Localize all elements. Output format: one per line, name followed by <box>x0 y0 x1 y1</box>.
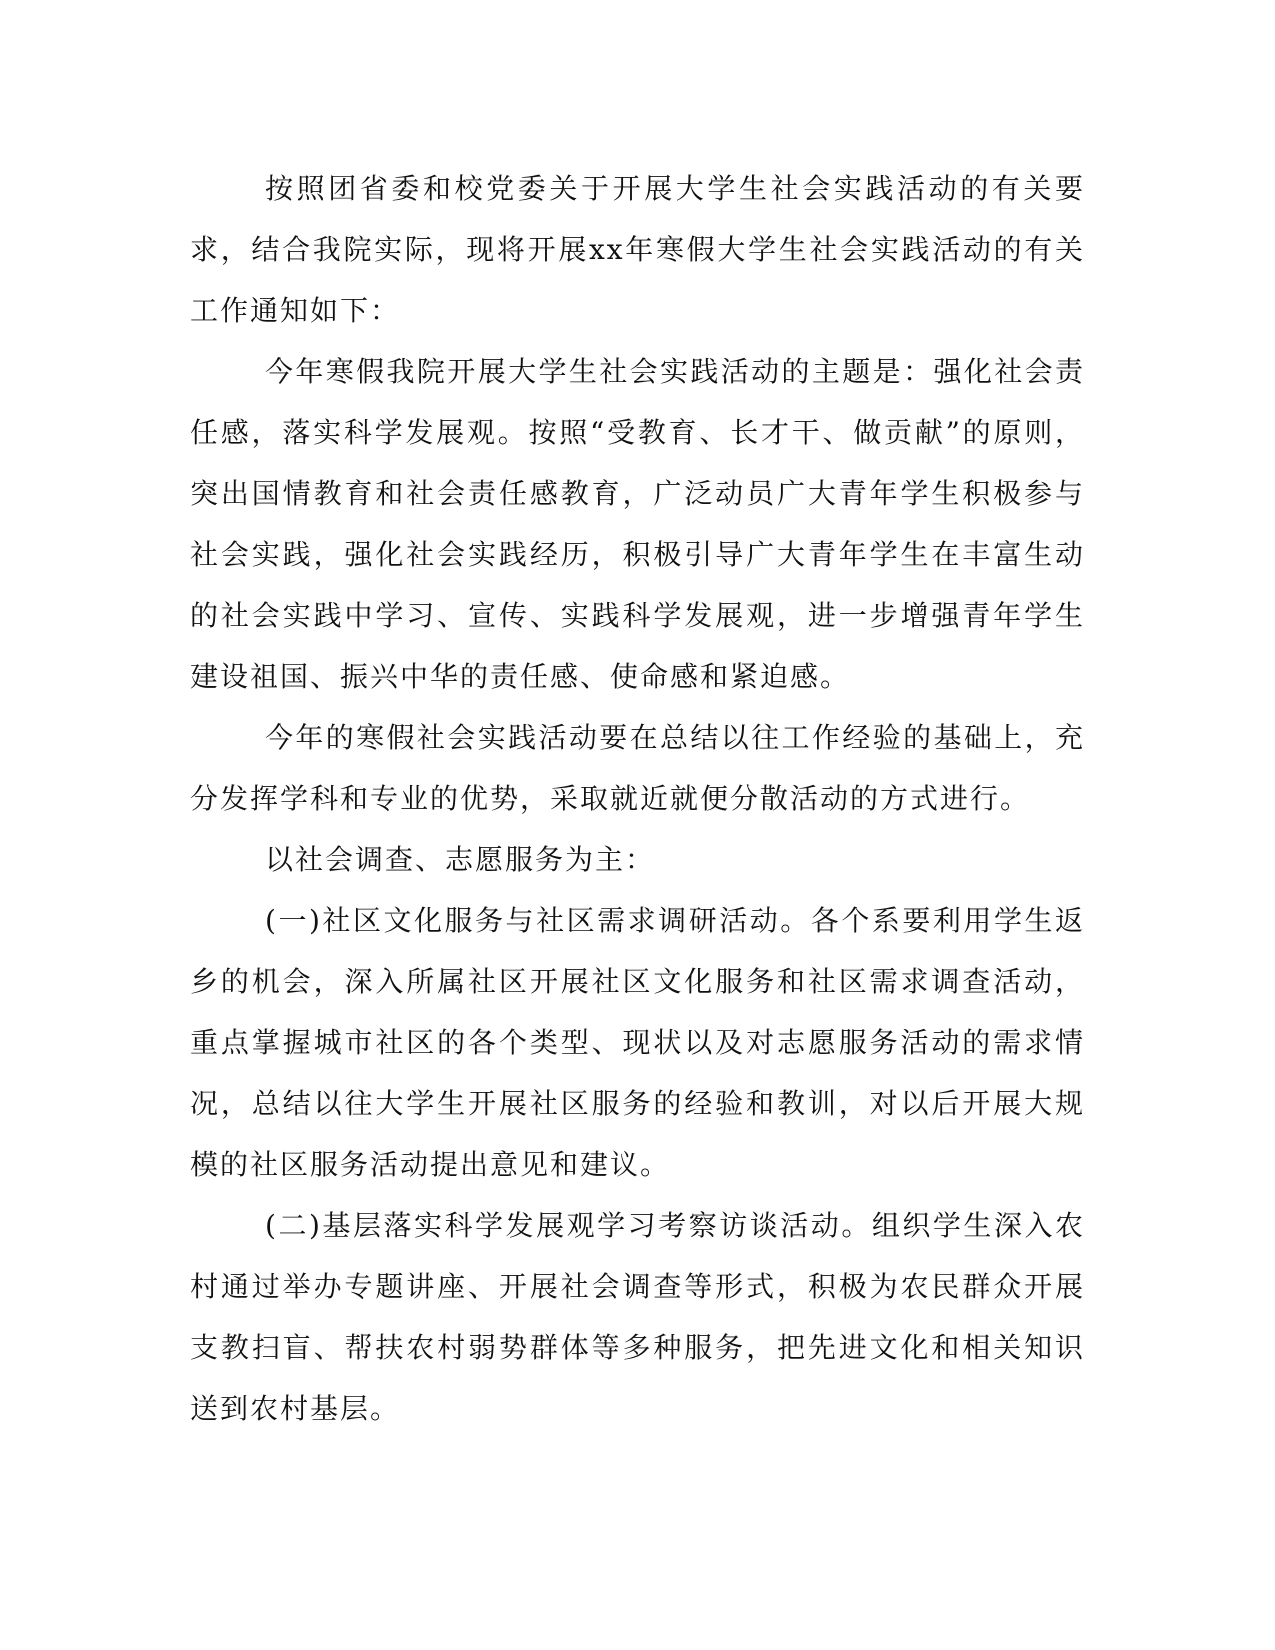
paragraph-focus: 以社会调查、志愿服务为主： <box>265 843 656 876</box>
document-body <box>190 158 1085 1439</box>
paragraph-item-2: (二)基层落实科学发展观学习考察访谈活动。组织学生深入农村通过举办专题讲座、开展社会调查等形式，积极为农民群众开展支教扫盲、帮扶农村弱势群体等多种服务，把先进文化和相关知识送到农村基层。 <box>190 1209 1085 1425</box>
paragraph-item-1: (一)社区文化服务与社区需求调研活动。各个系要利用学生返乡的机会，深入所属社区开展社区文化服务和社区需求调查活动，重点掌握城市社区的各个类型、现状以及对志愿服务活动的需求情况，总结以往大学生开展社区服务的经验和教训，对以后开展大规模的社区服务活动提出意见和建议。 <box>190 904 1085 1181</box>
paragraph-theme: 今年寒假我院开展大学生社会实践活动的主题是：强化社会责任感，落实科学发展观。按照“受教育、长才干、做贡献”的原则，突出国情教育和社会责任感教育，广泛动员广大青年学生积极参与社会实践，强化社会实践经历，积极引导广大青年学生在丰富生动的社会实践中学习、宣传、实践科学发展观，进一步增强青年学生建设祖国、振兴中华的责任感、使命感和紧迫感。 <box>190 355 1085 693</box>
paragraph-intro: 按照团省委和校党委关于开展大学生社会实践活动的有关要求，结合我院实际，现将开展xx年寒假大学生社会实践活动的有关工作通知如下： <box>190 172 1085 327</box>
paragraph-approach: 今年的寒假社会实践活动要在总结以往工作经验的基础上，充分发挥学科和专业的优势，采取就近就便分散活动的方式进行。 <box>190 721 1085 815</box>
